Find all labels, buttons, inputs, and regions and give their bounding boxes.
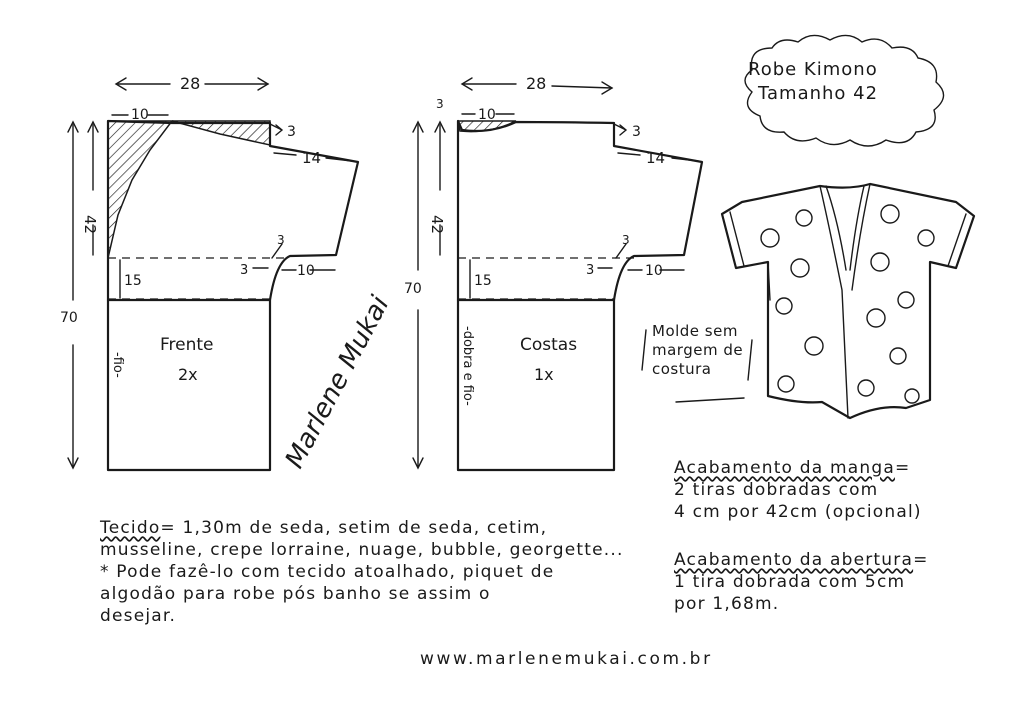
note-bracket-right — [748, 340, 752, 380]
front-side-label: 3 — [240, 263, 249, 278]
back-sleeve-arrow-l — [618, 153, 640, 155]
title-line-1: Robe Kimono — [748, 59, 878, 80]
front-shoulder-hatch — [172, 121, 270, 145]
front-shoulder-label: 3 — [287, 124, 296, 140]
sleeve-finish-suffix: = — [894, 458, 911, 478]
flower-icon — [867, 309, 885, 327]
sleeve-finish-line-2: 4 cm por 42cm (opcional) — [674, 502, 922, 522]
title-line-2: Tamanho 42 — [758, 83, 879, 104]
opening-finish-line-2: por 1,68m. — [674, 594, 780, 614]
dimension-labels — [60, 74, 665, 326]
fabric-line-5: desejar. — [100, 606, 177, 626]
back-shoulder-label: 3 — [632, 124, 641, 140]
front-cuff-label: 3 — [277, 233, 285, 247]
back-width-label: 28 — [526, 74, 547, 93]
flower-icon — [905, 389, 919, 403]
back-hem-sleeve-label: 10 — [645, 263, 663, 279]
back-shoulder-arrow — [614, 124, 626, 135]
front-piece-name: Frente — [160, 335, 214, 355]
opening-finish — [674, 549, 929, 615]
back-fold-label: -dobra e fio- — [460, 326, 475, 406]
flower-icon — [858, 380, 874, 396]
website-url: www.marlenemukai.com.br — [420, 649, 713, 669]
fabric-line-2: musseline, crepe lorraine, nuage, bubble, georgette... — [100, 540, 624, 560]
note-underline — [676, 398, 744, 402]
flower-icon — [918, 230, 934, 246]
fabric-line-4: algodão para robe pós banho se assim o — [100, 584, 491, 604]
kimono-right-cuff-inner — [948, 214, 966, 266]
opening-finish-label: Acabamento da abertura — [674, 550, 914, 570]
sleeve-finish — [674, 457, 922, 523]
front-grain-label: -fio- — [110, 352, 125, 378]
back-neck-label: 10 — [478, 107, 496, 123]
note-line-1: Molde sem — [652, 322, 738, 340]
back-neck-drop-label: 3 — [436, 97, 444, 111]
kimono-left-band — [820, 186, 848, 418]
fabric-line-3: * Pode fazê-lo com tecido atoalhado, piquet de — [100, 562, 555, 582]
note-bracket-left — [642, 330, 646, 370]
title-block — [748, 58, 878, 106]
back-piece-count: 1x — [534, 365, 554, 384]
flower-icon — [805, 337, 823, 355]
front-width-label: 28 — [180, 74, 201, 93]
back-underarm-label: 15 — [474, 273, 492, 289]
fabric-line-1: = 1,30m de seda, setim de seda, cetim, — [160, 518, 548, 538]
back-side-label: 3 — [586, 263, 595, 278]
flower-icon — [871, 253, 889, 271]
back-width-arrow-right — [552, 86, 612, 88]
front-neckline-hatch — [108, 121, 172, 258]
flower-icon — [890, 348, 906, 364]
front-shoulder-arrow — [270, 124, 282, 135]
fabric-label: Tecido — [100, 518, 161, 538]
kimono-illustration — [722, 184, 974, 418]
back-cuff-label: 3 — [622, 233, 630, 247]
fabric-notes — [100, 517, 624, 627]
flower-icon — [791, 259, 809, 277]
back-armhole-label: 42 — [428, 215, 446, 235]
flower-icon — [881, 205, 899, 223]
flower-icon — [761, 229, 779, 247]
front-hem-sleeve-label: 10 — [297, 263, 315, 279]
seam-note — [652, 322, 743, 379]
opening-finish-line-1: 1 tira dobrada com 5cm — [674, 572, 906, 592]
back-outline — [458, 121, 702, 470]
back-piece-name: Costas — [520, 335, 578, 355]
front-sleeve-label: 14 — [302, 149, 322, 167]
kimono-left-cuff-inner — [730, 212, 744, 266]
front-underarm-label: 15 — [124, 273, 142, 289]
flower-icon — [776, 298, 792, 314]
back-total-label: 70 — [404, 281, 422, 297]
front-neck-label: 10 — [131, 107, 149, 123]
note-line-2: margem de — [652, 341, 744, 359]
kimono-outline — [722, 184, 974, 418]
front-sleeve-arrow-l — [274, 153, 296, 155]
front-piece-count: 2x — [178, 365, 198, 384]
sleeve-finish-line-1: 2 tiras dobradas com — [674, 480, 879, 500]
sleeve-finish-label: Acabamento da manga — [674, 458, 895, 478]
flower-icon — [796, 210, 812, 226]
front-armhole-label: 42 — [81, 215, 99, 235]
kimono-right-cuff — [956, 216, 974, 268]
flower-icon — [898, 292, 914, 308]
flower-icon — [778, 376, 794, 392]
opening-finish-suffix: = — [913, 550, 929, 570]
kimono-left-cuff — [722, 214, 736, 268]
note-line-3: costura — [652, 360, 712, 378]
front-total-label: 70 — [60, 310, 78, 326]
kimono-flower-print — [761, 205, 934, 403]
back-sleeve-label: 14 — [646, 149, 666, 167]
signature: Marlene Mukai — [279, 291, 396, 474]
